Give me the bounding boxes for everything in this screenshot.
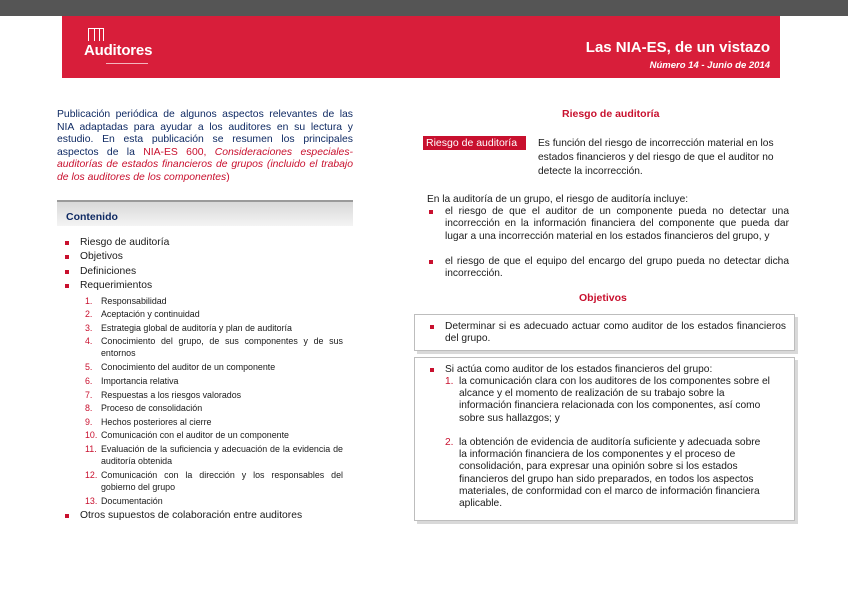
auditores-logo bbox=[84, 28, 164, 74]
bullet-icon bbox=[65, 255, 69, 259]
requirement-item[interactable]: 2. Aceptación y continuidad bbox=[85, 309, 200, 319]
requirement-item[interactable]: 8. Proceso de consolidación bbox=[85, 403, 203, 413]
logo-text: Auditores bbox=[84, 42, 153, 59]
bullet-icon bbox=[65, 241, 69, 245]
riesgo-intro: En la auditoría de un grupo, el riesgo de auditoría incluye: bbox=[427, 194, 689, 205]
logo-underline bbox=[106, 63, 148, 64]
contents-heading: Contenido bbox=[57, 202, 353, 226]
intro-standard-name: NIA-ES 600, bbox=[143, 146, 215, 158]
bullet-icon bbox=[430, 325, 434, 329]
bullet-icon bbox=[429, 210, 433, 214]
riesgo-definition: Es función del riesgo de incorrección material en los estados financieros y del riesgo de que el auditor no detecte la incorrección. bbox=[538, 138, 774, 177]
objective-item: Determinar si es adecuado actuar como auditor de los estados financieros del grupo. bbox=[431, 321, 786, 346]
header-banner bbox=[62, 16, 780, 78]
contents-panel: Contenido Riesgo de auditoría Objetivos Definiciones Requerimientos 1. Responsabilidad 2. Aceptación y continuidad 3. Estrategia global de auditoría y plan de auditoría 4. Conocimiento del grupo, de sus componentes y de sus entornos 5. Conocimiento del auditor de un componente 6. Importancia relativa 7. Respuestas a los riesgos valorados 8. Proceso de consolidación 9. Hechos posteriores al cierre 10. Comunicación con el auditor de un componente 11. Evaluación de la suficiencia y adecuación de la evidencia de auditoría obtenida 12. Comunicación con la dirección y los responsables del gobierno del grupo 13. Documentación Otros supuestos de colaboración entre auditores bbox=[57, 200, 353, 524]
requirement-item[interactable]: 10. Comunicación con el auditor de un componente bbox=[85, 430, 289, 440]
issue-number: Número 14 - Junio de 2014 bbox=[649, 60, 770, 71]
bullet-icon bbox=[429, 260, 433, 264]
riesgo-label-badge: Riesgo de auditoría bbox=[423, 136, 526, 150]
requirement-item[interactable]: 4. Conocimiento del grupo, de sus componentes y de sus entornos bbox=[85, 336, 343, 359]
publication-title: Las NIA-ES, de un vistazo bbox=[585, 39, 770, 56]
requirement-item[interactable]: 1. Responsabilidad bbox=[85, 296, 167, 306]
objective-item: Si actúa como auditor de los estados financieros del grupo: bbox=[431, 364, 786, 376]
intro-close-paren: ) bbox=[226, 171, 230, 183]
riesgo-bullet: el riesgo de que el equipo del encargo del grupo pueda no detectar dicha incorrección. bbox=[427, 256, 789, 281]
requirement-item[interactable]: 12. Comunicación con la dirección y los responsables del gobierno del grupo bbox=[85, 470, 343, 493]
requirement-item[interactable]: 6. Importancia relativa bbox=[85, 376, 179, 386]
requirement-item[interactable]: 9. Hechos posteriores al cierre bbox=[85, 417, 212, 427]
objective-box-2 bbox=[414, 357, 795, 521]
intro-standard-title: Consideraciones especiales- auditorías de estados financieros de grupos (incluido el trabajo de los auditores de los componentes bbox=[57, 146, 353, 183]
riesgo-bullet: el riesgo de que el auditor de un componente pueda no detectar una incorrección en la información financiera del componente que pueda dar lugar a una incorrección material en los estados financieros del grupo, y bbox=[427, 206, 789, 243]
requirement-item[interactable]: 5. Conocimiento del auditor de un componente bbox=[85, 362, 276, 372]
requirement-item[interactable]: 7. Respuestas a los riesgos valorados bbox=[85, 390, 242, 400]
bullet-icon bbox=[65, 514, 69, 518]
requirement-item[interactable]: 13. Documentación bbox=[85, 496, 163, 506]
bullet-icon bbox=[65, 284, 69, 288]
intro-text: Publicación periódica de algunos aspectos relevantes de las NIA adaptadas para ayudar a los auditores en su lectura y estudio. En esta publicación se resumen los principales aspectos de la bbox=[57, 109, 353, 158]
objective-subitem: 2. la obtención de evidencia de auditoría suficiente y adecuada sobre la información financiera de los componentes y el proceso de consolidación, para expresar una opinión sobre si los estados financieros del grupo han sido preparados, en todos los aspectos materiales, de conformidad con el marco de información financiera aplicable. bbox=[445, 437, 761, 510]
requirement-item[interactable]: 11. Evaluación de la suficiencia y adecuación de la evidencia de auditoría obtenida bbox=[85, 444, 343, 467]
objective-box-1 bbox=[414, 314, 795, 351]
intro-paragraph bbox=[57, 109, 353, 185]
top-bar bbox=[0, 0, 848, 16]
objective-subitem: 1. la comunicación clara con los auditores de los componentes sobre el alcance y el momento de realización de su trabajo sobre la información financiera relacionada con los componentes, así como sobre sus hallazgos; y bbox=[445, 376, 770, 424]
logo-mark-icon bbox=[88, 28, 104, 41]
requirement-item[interactable]: 3. Estrategia global de auditoría y plan de auditoría bbox=[85, 323, 292, 333]
bullet-icon bbox=[430, 368, 434, 372]
section-title-objetivos: Objetivos bbox=[579, 292, 627, 304]
section-title-riesgo: Riesgo de auditoría bbox=[562, 108, 660, 120]
bullet-icon bbox=[65, 270, 69, 274]
